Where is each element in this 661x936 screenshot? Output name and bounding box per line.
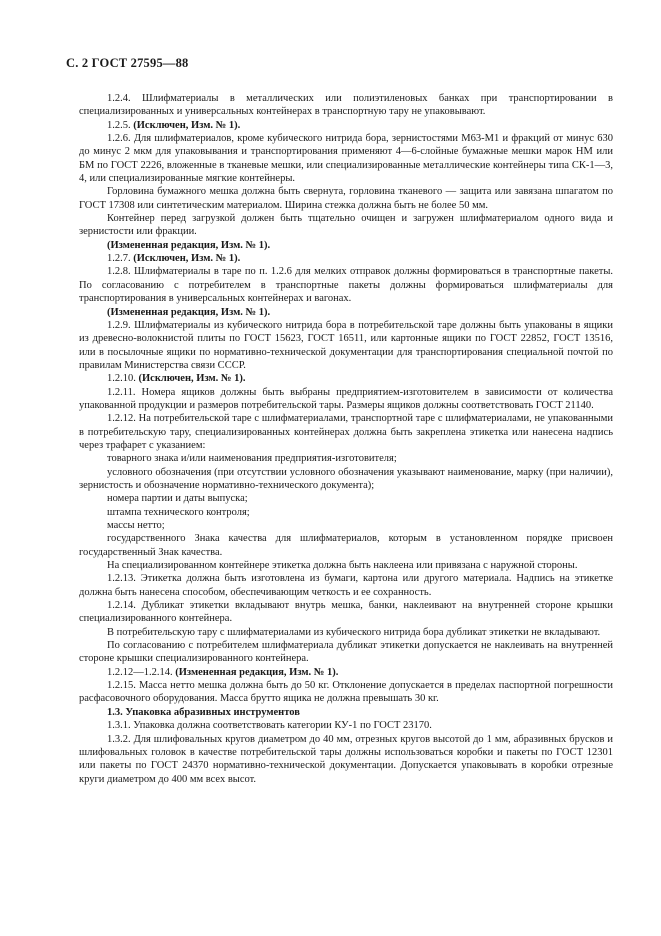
paragraph	[79, 92, 613, 119]
paragraph	[79, 706, 613, 719]
document-body	[79, 92, 613, 786]
paragraph-text: 1.2.9. Шлифматериалы из кубического нитрида бора в потребительской таре должны быть упакованы в ящики из древесно-волокнистой плиты по ГОСТ 15623, ГОСТ 16511, или картонные ящики по ГОСТ 22852, ГОСТ 13516, или в посылочные ящики по нормативно-технической документации для транспортирования специальной почтой по правилам Министерства связи СССР.	[79, 319, 613, 371]
paragraph	[79, 306, 613, 319]
paragraph	[79, 412, 613, 452]
paragraph	[79, 559, 613, 572]
paragraph-text: На специализированном контейнере этикетка должна быть наклеена или привязана с наружной стороны.	[107, 560, 578, 572]
paragraph	[79, 212, 613, 239]
paragraph	[79, 132, 613, 185]
paragraph-text: 1.2.11. Номера ящиков должны быть выбраны предприятием-изготовителем в зависимости от количества упакованной продукции и размеров потребительской тары. Размеры ящиков должны соответствовать ГОСТ 21140.	[79, 386, 613, 411]
paragraph	[79, 239, 613, 252]
paragraph	[79, 719, 613, 732]
paragraph	[79, 599, 613, 626]
paragraph-text: условного обозначения (при отсутствии условного обозначения указывают наименование, марку (при наличии), зернистость и обозначение нормативно-технического документа);	[79, 466, 613, 491]
paragraph	[79, 626, 613, 639]
paragraph-bold-text: (Измененная редакция, Изм. № 1).	[107, 306, 271, 318]
paragraph-bold-text: (Исключен, Изм. № 1).	[138, 373, 246, 385]
paragraph-bold-text: (Измененная редакция, Изм. № 1).	[175, 666, 339, 678]
paragraph	[79, 639, 613, 666]
paragraph-text: 1.2.13. Этикетка должна быть изготовлена из бумаги, картона или другого материала. Надпись на этикетке должна быть нанесена способом, обеспечивающим четкость и ее сохранность.	[79, 573, 613, 598]
paragraph	[79, 466, 613, 493]
paragraph-text: Горловина бумажного мешка должна быть свернута, горловина тканевого — защита или завязана шпагатом по ГОСТ 17308 или синтетическим материалом. Ширина стежка должна быть не более 50 мм.	[79, 186, 613, 211]
paragraph-text: номера партии и даты выпуска;	[107, 493, 248, 505]
paragraph	[79, 372, 613, 385]
paragraph-text: товарного знака и/или наименования предприятия-изготовителя;	[107, 453, 397, 465]
paragraph-text: В потребительскую тару с шлифматериалами из кубического нитрида бора дубликат этикетки не вкладывают.	[107, 626, 601, 638]
paragraph-bold-text: (Исключен, Изм. № 1).	[133, 119, 241, 131]
paragraph-text: 1.2.7.	[107, 253, 134, 265]
paragraph-text: 1.2.10.	[107, 373, 139, 385]
paragraph-text: 1.2.12—1.2.14.	[107, 666, 176, 678]
paragraph-text: 1.3.1. Упаковка должна соответствовать категории КУ-1 по ГОСТ 23170.	[107, 720, 432, 732]
paragraph	[79, 386, 613, 413]
paragraph-text: По согласованию с потребителем шлифматериала дубликат этикетки допускается не наклеивать на внутренней стороне крышки специализированного контейнера.	[79, 640, 613, 665]
paragraph-text: 1.3.2. Для шлифовальных кругов диаметром до 40 мм, отрезных кругов высотой до 1 мм, абразивных брусков и шлифовальных головок в качестве потребительской тары должны использоваться коробки и пакеты по ГОСТ 12301 или пакеты по ГОСТ 24370 нормативно-технической документации. Допускается упаковывать в коробки отрезные круги диаметром до 400 мм всех высот.	[79, 733, 613, 785]
paragraph	[79, 679, 613, 706]
paragraph-text: 1.2.15. Масса нетто мешка должна быть до 50 кг. Отклонение допускается в пределах паспортной погрешности расфасовочного оборудования. Масса брутто ящика не должна превышать 30 кг.	[79, 680, 613, 705]
paragraph-bold-text: 1.3. Упаковка абразивных инструментов	[107, 706, 300, 718]
paragraph	[79, 265, 613, 305]
paragraph	[79, 532, 613, 559]
paragraph	[79, 519, 613, 532]
paragraph-text: 1.2.4. Шлифматериалы в металлических или полиэтиленовых банках при транспортировании в специализированных и универсальных контейнерах в транспортную тару не упаковывают.	[79, 93, 613, 118]
paragraph-text: Контейнер перед загрузкой должен быть тщательно очищен и загружен шлифматериалом одного вида и зернистости или фракции.	[79, 213, 613, 238]
paragraph	[79, 733, 613, 786]
paragraph	[79, 452, 613, 465]
paragraph-bold-text: (Измененная редакция, Изм. № 1).	[107, 239, 271, 251]
paragraph-text: государственного Знака качества для шлифматериалов, которым в установленном порядке присвоен государственный Знак качества.	[79, 533, 613, 558]
paragraph	[79, 492, 613, 505]
paragraph-text: 1.2.6. Для шлифматериалов, кроме кубического нитрида бора, зернистостями М63-М1 и фракций от минус 630 до минус 2 мкм для упаковывания и транспортирования применяют 4—6-слойные бумажные мешки марок НМ или БМ по ГОСТ 2226, вложенные в тканевые мешки, или специализированные металлические контейнеры типа СК-1—3, 4, или специализированные мягкие контейнеры.	[79, 133, 613, 185]
paragraph-text: штампа технического контроля;	[107, 506, 250, 518]
paragraph-text: 1.2.5.	[107, 119, 134, 131]
paragraph-text: 1.2.14. Дубликат этикетки вкладывают внутрь мешка, банки, наклеивают на внутренней стороне крышки специализированного контейнера.	[79, 600, 613, 625]
paragraph-text: 1.2.8. Шлифматериалы в таре по п. 1.2.6 для мелких отправок должны формироваться в транспортные пакеты. По согласованию с потребителем в транспортные пакеты должны формироваться шлифматериалы для транспортирования в универсальных контейнерах и вагонах.	[79, 266, 613, 305]
paragraph-bold-text: (Исключен, Изм. № 1).	[133, 253, 241, 265]
paragraph	[79, 666, 613, 679]
paragraph	[79, 319, 613, 372]
paragraph-text: массы нетто;	[107, 520, 165, 531]
paragraph	[79, 119, 613, 132]
paragraph	[79, 506, 613, 519]
paragraph	[79, 572, 613, 599]
paragraph-text: 1.2.12. На потребительской таре с шлифматериалами, транспортной таре с шлифматериалами, не упакованными в потребительскую тару, специализированных контейнерах должна быть закреплена этикетка или нанесена надпись через трафарет с указанием:	[79, 413, 613, 451]
paragraph	[79, 185, 613, 212]
paragraph	[79, 252, 613, 265]
page-header: С. 2 ГОСТ 27595—88	[66, 56, 189, 70]
